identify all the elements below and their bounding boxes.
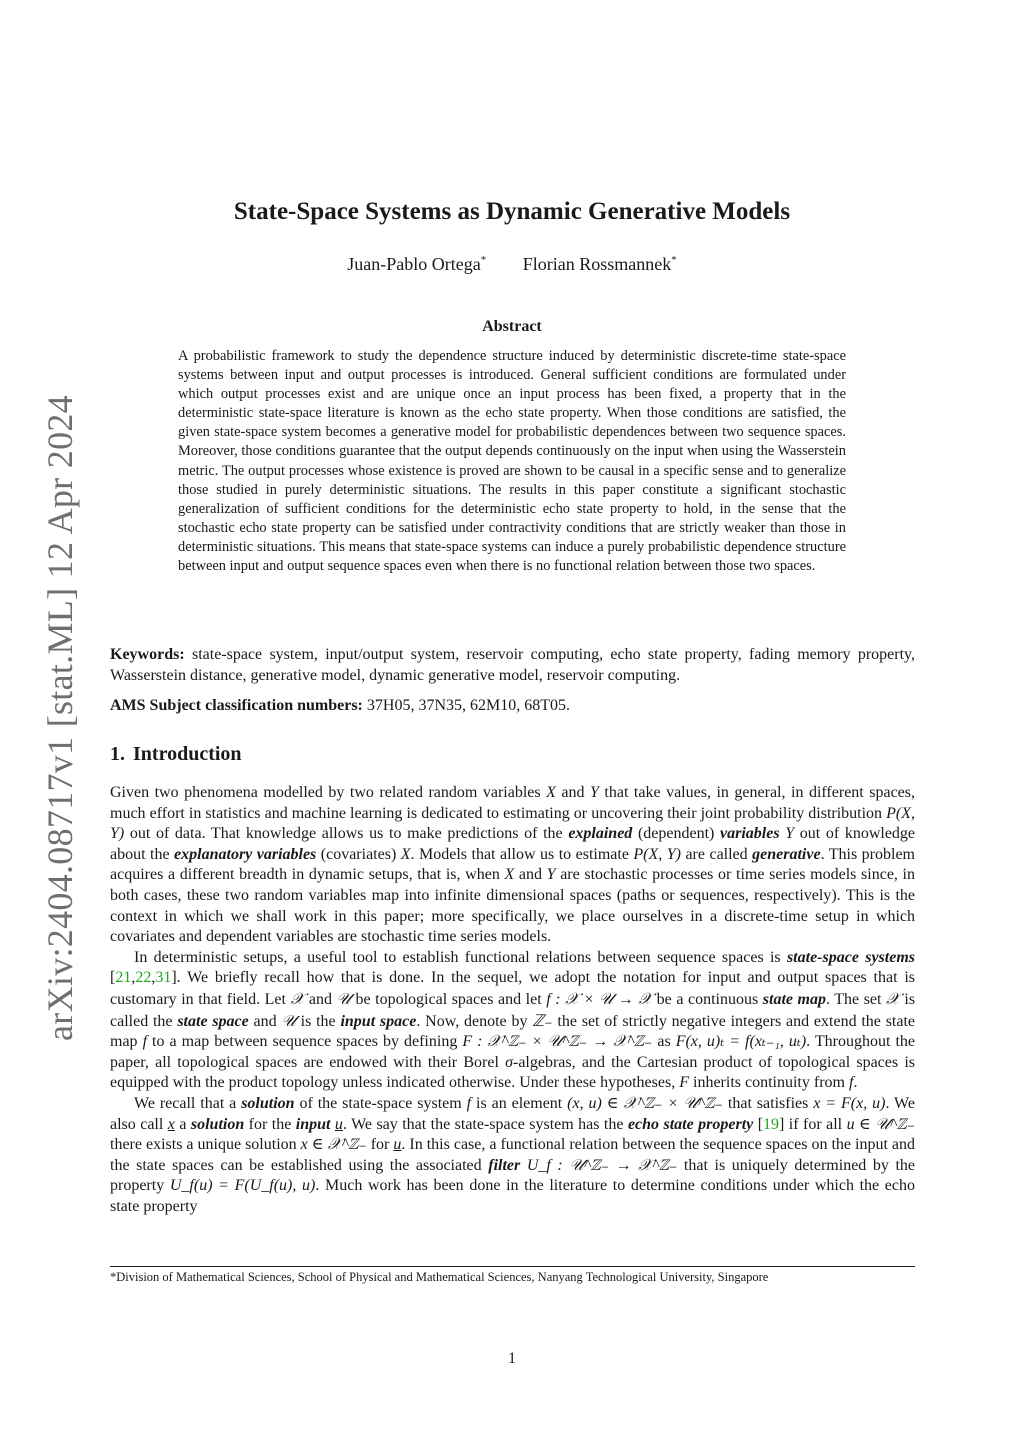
emphasis-term: generative xyxy=(752,845,821,863)
citation-link[interactable]: 22 xyxy=(135,969,152,987)
math: Y xyxy=(590,784,599,801)
section-number: 1. xyxy=(110,743,125,765)
emphasis-term: input space xyxy=(340,1012,417,1030)
math: F xyxy=(679,1074,689,1092)
abstract-text: A probabilistic framework to study the dependence structure induced by deterministic discrete-time state-space systems between input and output processes is introduced. General sufficient conditions are formulated under which output processes exist and are unique once an input process has been fixed, a property that in the deterministic state-space literature is known as the echo state property. When those conditions are satisfied, the given state-space system becomes a generative model for probabilistic dependences between two sequence spaces. Moreover, those conditions guarantee that the output depends continuously on the input when using the Wasserstein metric. The output processes whose existence is proved are shown to be causal in a specific sense and to generalize those studied in purely deterministic situations. The results in this paper constitute a significant stochastic generalization of sufficient conditions for the deterministic echo state property to hold, in the sense that the stochastic echo state property can be satisfied under contractivity conditions that are strictly weaker than those in deterministic situations. This means that state-space systems can induce a purely probabilistic dependence structure between input and output sequence spaces even when there is no functional relation between those two spaces. xyxy=(178,348,846,575)
emphasis-term: explanatory variables xyxy=(174,845,317,863)
affiliation-mark: * xyxy=(671,254,677,266)
ams-codes: 37H05, 37N35, 62M10, 68T05. xyxy=(366,697,570,714)
math: x ∈ 𝒳^ℤ₋ xyxy=(300,1136,367,1154)
math: ℤ₋ xyxy=(532,1012,553,1030)
keywords-label: Keywords: xyxy=(110,646,185,663)
author-name: Juan-Pablo Ortega xyxy=(347,254,481,274)
math: 𝒳 xyxy=(290,988,305,1008)
emphasis-term: variables xyxy=(720,825,780,843)
math: f : 𝒳 × 𝒰 → 𝒳 xyxy=(546,990,653,1008)
math: u ∈ 𝒰^ℤ₋ xyxy=(846,1115,916,1133)
math: X xyxy=(400,845,411,863)
ams-label: AMS Subject classification numbers: xyxy=(110,697,363,714)
emphasis-term: explained xyxy=(568,825,633,843)
paragraph: Given two phenomena modelled by two related random variables X and Y that take values, in general, in different spaces, much effort in statistics and machine learning is dedicated to estimating or uncovering their joint probability distribution P(X, Y) out of data. That knowledge allows us to make predictions of the explained (dependent) variables Y out of knowledge about the explanatory variables (covariates) X. Models that allow us to estimate P(X, Y) are called generative. This problem acquires a different breadth in dynamic setups, that is, when X and Y are stochastic processes or time series models since, in both cases, these two random variables map into infinite dimensional spaces (paths or sequences, respectively). This is the context in which we shall work in this paper; more specifically, we place ourselves in a discrete-time setup in which covariates and dependent variables are stochastic time series models. xyxy=(110,784,916,946)
math: 𝒰 xyxy=(281,1010,296,1030)
emphasis-term: echo state property xyxy=(627,1115,754,1133)
math: f xyxy=(466,1094,472,1112)
keywords-text: state-space system, input/output system, reservoir computing, echo state property, fading memory property, Wasserstein distance, generative model, dynamic generative model, reservoir computing. xyxy=(110,646,916,684)
author xyxy=(347,254,486,274)
math: P(X, Y) xyxy=(633,845,681,863)
emphasis-term: solution xyxy=(190,1115,245,1133)
author-list xyxy=(0,254,1024,275)
math: u xyxy=(334,1115,343,1133)
emphasis-term: state space xyxy=(177,1012,249,1030)
math: f xyxy=(848,1074,854,1092)
emphasis-term: state map xyxy=(762,990,826,1008)
math: Y xyxy=(546,866,556,884)
author xyxy=(523,254,677,274)
footnote-affiliation: *Division of Mathematical Sciences, School of Physical and Mathematical Sciences, Nanyang Technological University, Singapore xyxy=(110,1270,769,1284)
citation-link[interactable]: 31 xyxy=(155,969,172,987)
keywords-block xyxy=(110,644,915,686)
citation-link[interactable]: 21 xyxy=(115,969,132,987)
author-name: Florian Rossmannek xyxy=(522,254,672,274)
math: u xyxy=(393,1136,402,1154)
math: x = F(x, u) xyxy=(813,1094,886,1112)
math: U_f : 𝒰^ℤ₋ → 𝒳^ℤ₋ xyxy=(526,1156,678,1174)
math: (x, u) ∈ 𝒳^ℤ₋ × 𝒰^ℤ₋ xyxy=(567,1094,723,1112)
section-heading xyxy=(110,743,915,766)
math: f xyxy=(142,1033,148,1051)
citation-link[interactable]: 19 xyxy=(763,1115,780,1133)
paragraph: In deterministic setups, a useful tool to establish functional relations between sequence spaces is state-space systems [21,22,31]. We briefly recall how that is done. In the sequel, we adopt the notation for input and output spaces that is customary in that field. Let 𝒳 and 𝒰 be topological spaces and let f : 𝒳 × 𝒰 → 𝒳 be a continuous state map. The set 𝒳 is called the state space and 𝒰 is the input space. Now, denote by ℤ₋ the set of strictly negative integers and extend the state map f to a map between sequence spaces by defining F : 𝒳^ℤ₋ × 𝒰^ℤ₋ → 𝒳^ℤ₋ as F(x, u)ₜ = f(xₜ₋₁, uₜ). Throughout the paper, all topological spaces are endowed with their Borel σ-algebras, and the Cartesian product of topological spaces is equipped with the product topology unless indicated otherwise. Under these hypotheses, F inherits continuity from f. xyxy=(110,948,916,1092)
page-number: 1 xyxy=(508,1350,516,1367)
math: F : 𝒳^ℤ₋ × 𝒰^ℤ₋ → 𝒳^ℤ₋ xyxy=(462,1033,653,1051)
emphasis-term: solution xyxy=(241,1094,295,1112)
emphasis-term: state-space systems xyxy=(786,948,916,966)
introduction-body xyxy=(110,783,915,1217)
math: P(X, Y) xyxy=(110,804,915,843)
emphasis-term: filter xyxy=(488,1156,521,1174)
math: X xyxy=(504,866,515,884)
math: F(x, u)ₜ = f(xₜ₋₁, uₜ) xyxy=(675,1033,807,1051)
math: U_f(u) = F(U_f(u), u) xyxy=(169,1177,316,1195)
footnote-divider xyxy=(110,1266,915,1267)
ams-classification xyxy=(110,695,915,716)
math: Y xyxy=(785,825,795,843)
affiliation-mark: * xyxy=(480,254,487,266)
emphasis-term: input xyxy=(295,1115,331,1133)
paper-title: State-Space Systems as Dynamic Generative Models xyxy=(233,198,791,225)
paragraph: We recall that a solution of the state-space system f is an element (x, u) ∈ 𝒳^ℤ₋ × 𝒰^ℤ₋ that satisfies x = F(x, u). We also call x a solution for the input u. We say that the state-space system has the echo state property [19] if for all u ∈ 𝒰^ℤ₋ there exists a unique solution x ∈ 𝒳^ℤ₋ for u. In this case, a functional relation between the sequence spaces on the input and the state spaces can be established using the associated filter U_f : 𝒰^ℤ₋ → 𝒳^ℤ₋ that is uniquely determined by the property U_f(u) = F(U_f(u), u). Much work has been done in the literature to determine conditions under which the echo state property xyxy=(110,1094,916,1215)
math: 𝒰 xyxy=(336,988,351,1008)
math: σ xyxy=(505,1053,513,1071)
section-title: Introduction xyxy=(133,743,242,765)
abstract-heading: Abstract xyxy=(482,318,542,335)
math: X xyxy=(546,784,556,801)
arxiv-identifier-stamp: arXiv:2404.08717v1 [stat.ML] 12 Apr 2024 xyxy=(40,395,80,1041)
math: 𝒳 xyxy=(886,988,900,1008)
math: x xyxy=(167,1115,175,1133)
